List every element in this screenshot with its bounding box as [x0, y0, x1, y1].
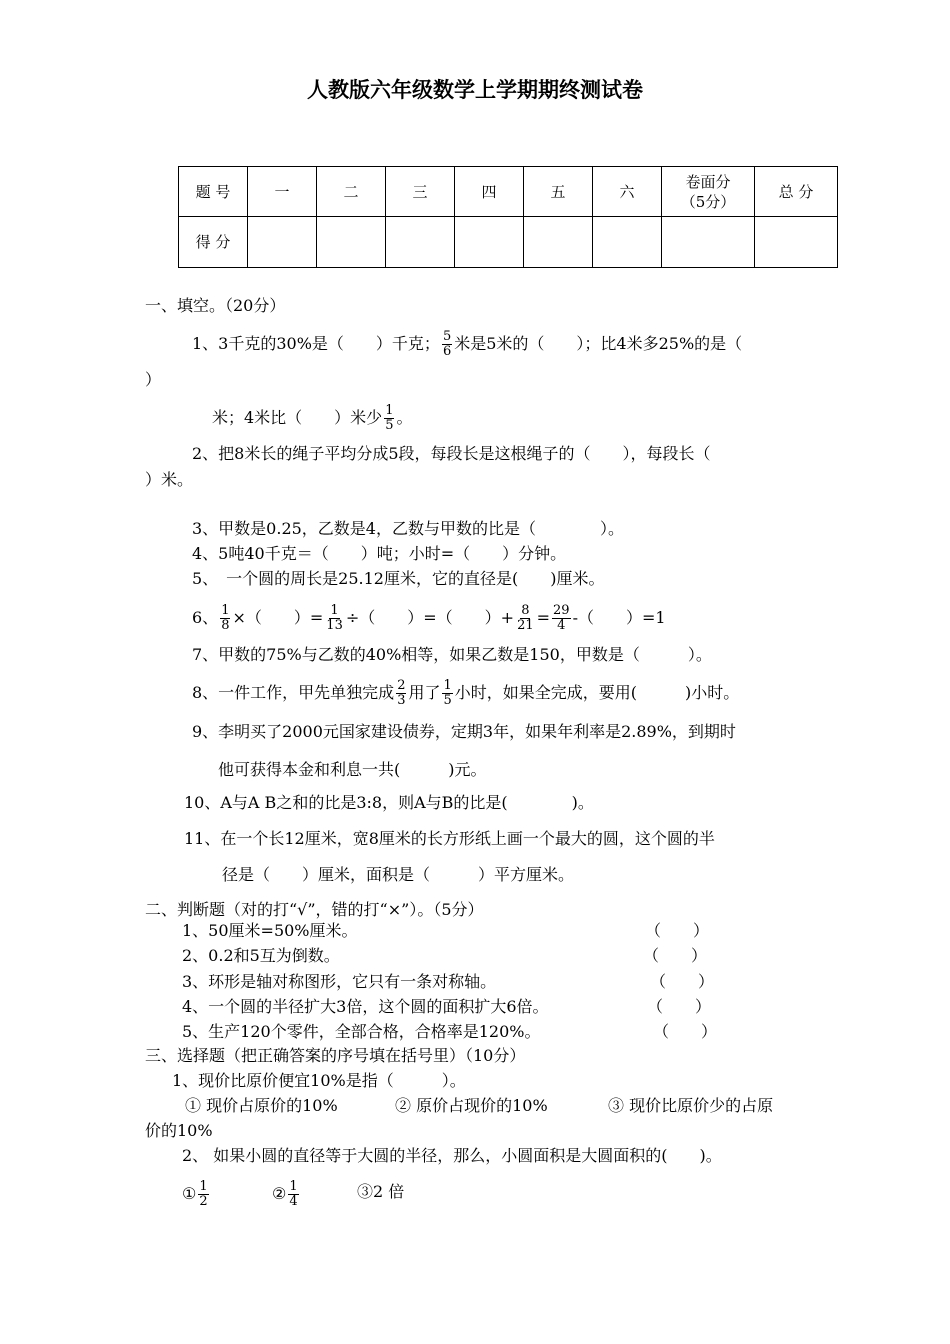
choice-q1-option-1[interactable]: ① 现价占原价的10%	[185, 1096, 338, 1115]
judge-paren-4[interactable]: （ ）	[647, 997, 712, 1016]
fraction: $\frac{1}{4}$	[289, 1179, 298, 1209]
col-2-cell: 二	[317, 167, 386, 217]
q7: 7、甲数的75%与乙数的40%相等，如果乙数是150，甲数是（ ）。	[192, 645, 712, 664]
q6-text-3: =	[536, 608, 551, 627]
q8-text-a: 8、一件工作，甲先单独完成	[192, 683, 395, 702]
q2-line2: ）米。	[145, 470, 194, 489]
judge-paren-5[interactable]: （ ）	[653, 1022, 718, 1041]
score-cell-total[interactable]	[755, 217, 838, 268]
q1-text-d: 米；4米比（ ）米少	[212, 408, 383, 427]
score-cell-4[interactable]	[455, 217, 524, 268]
fraction: $\frac{29}{4}$	[553, 603, 570, 633]
q8-text-c: 小时，如果全完成，要用( )小时。	[454, 683, 740, 702]
fraction: $\frac{1}{2}$	[199, 1179, 208, 1209]
q1-text-e: 。	[396, 408, 413, 427]
page-title: 人教版六年级数学上学期期终测试卷	[307, 78, 643, 102]
judge-item-1: 1、50厘米=50%厘米。	[182, 921, 358, 940]
q9-line1: 9、李明买了2000元国家建设债券，定期3年，如果年利率是2.89%，到期时	[192, 722, 736, 741]
q11-line1: 11、在一个长12厘米，宽8厘米的长方形纸上画一个最大的圆，这个圆的半	[184, 829, 715, 848]
q6-text-4: -（ ）=1	[572, 608, 666, 627]
q6-text-1: ×（ ）=	[232, 608, 324, 627]
choice-q2-option-3[interactable]: ③2 倍	[357, 1182, 405, 1201]
q1-text-b: 米是5米的（ ）；比4米多25%的是（	[454, 334, 743, 353]
score-cell-2[interactable]	[317, 217, 386, 268]
choice-q2-option-2[interactable]	[272, 1180, 301, 1209]
choice-q1-option-2[interactable]: ② 原价占现价的10%	[395, 1096, 548, 1115]
fraction: $\frac{2}{3}$	[397, 678, 406, 708]
total-label-cell: 总 分	[755, 167, 838, 217]
paper-score-line2: （5分）	[680, 192, 736, 211]
fraction: $\frac{1}{13}$	[326, 603, 343, 633]
q2-line1: 2、把8米长的绳子平均分成5段，每段长是这根绳子的（ ），每段长（	[192, 444, 711, 463]
q3: 3、甲数是0.25，乙数是4，乙数与甲数的比是（ ）。	[192, 519, 624, 538]
choice-q2-option-1[interactable]	[182, 1180, 211, 1209]
col-3-cell: 三	[386, 167, 455, 217]
fraction: $\frac{1}{5}$	[385, 403, 394, 433]
score-table	[178, 166, 838, 268]
option-1-label: ①	[182, 1184, 197, 1203]
score-label-cell: 得 分	[179, 217, 248, 268]
score-table-score-row	[179, 217, 838, 268]
col-1-cell: 一	[248, 167, 317, 217]
choice-q1: 1、现价比原价便宜10%是指（ ）。	[172, 1071, 466, 1090]
score-cell-3[interactable]	[386, 217, 455, 268]
judge-item-2: 2、0.2和5互为倒数。	[182, 946, 340, 965]
score-cell-6[interactable]	[593, 217, 662, 268]
fraction: $\frac{1}{8}$	[221, 603, 230, 633]
q4: 4、5吨40千克＝（ ）吨；小时=（ ）分钟。	[192, 544, 567, 563]
choice-q1-option-3[interactable]: ③ 现价比原价少的占原	[608, 1096, 774, 1115]
fraction: $\frac{8}{21}$	[517, 603, 534, 633]
score-cell-5[interactable]	[524, 217, 593, 268]
score-cell-1[interactable]	[248, 217, 317, 268]
section2-heading: 二、判断题（对的打“√”，错的打“×”）。（5分）	[145, 900, 484, 919]
col-5-cell: 五	[524, 167, 593, 217]
paper-score-line1: 卷面分	[685, 172, 731, 191]
paper-score-cell	[662, 167, 755, 217]
fraction: $\frac{1}{5}$	[443, 678, 452, 708]
q1-line3	[212, 404, 412, 433]
q6-label: 6、	[192, 608, 219, 627]
fraction: $\frac{5}{6}$	[442, 329, 452, 359]
section1-heading: 一、填空。（20分）	[145, 296, 286, 315]
choice-q1-option-3-cont: 价的10%	[145, 1121, 213, 1140]
judge-paren-3[interactable]: （ ）	[650, 972, 715, 991]
q6	[192, 604, 666, 633]
q10: 10、A与A B之和的比是3:8，则A与B的比是( )。	[184, 793, 594, 812]
header-label-cell: 题 号	[179, 167, 248, 217]
q8	[192, 679, 739, 708]
q6-text-2: ÷（ ）=（ ）+	[345, 608, 515, 627]
section3-heading: 三、选择题（把正确答案的序号填在括号里）（10分）	[145, 1046, 526, 1065]
col-6-cell: 六	[593, 167, 662, 217]
q8-text-b: 用了	[408, 683, 441, 702]
q1-line2: ）	[145, 370, 162, 389]
option-2-label: ②	[272, 1184, 287, 1203]
q1-text-a: 1、3千克的30%是（ ）千克；	[192, 334, 440, 353]
judge-item-3: 3、环形是轴对称图形，它只有一条对称轴。	[182, 972, 497, 991]
q9-line2: 他可获得本金和利息一共( )元。	[218, 760, 487, 779]
score-table-header-row	[179, 167, 838, 217]
q5: 5、 一个圆的周长是25.12厘米，它的直径是( )厘米。	[192, 569, 605, 588]
judge-item-5: 5、生产120个零件，全部合格，合格率是120%。	[182, 1022, 541, 1041]
judge-paren-1[interactable]: （ ）	[645, 921, 710, 940]
choice-q2: 2、 如果小圆的直径等于大圆的半径，那么，小圆面积是大圆面积的( )。	[182, 1146, 722, 1165]
judge-item-4: 4、一个圆的半径扩大3倍，这个圆的面积扩大6倍。	[182, 997, 549, 1016]
q1-line1	[192, 330, 742, 359]
score-cell-paper[interactable]	[662, 217, 755, 268]
judge-paren-2[interactable]: （ ）	[643, 946, 708, 965]
col-4-cell: 四	[455, 167, 524, 217]
q11-line2: 径是（ ）厘米，面积是（ ）平方厘米。	[222, 865, 575, 884]
